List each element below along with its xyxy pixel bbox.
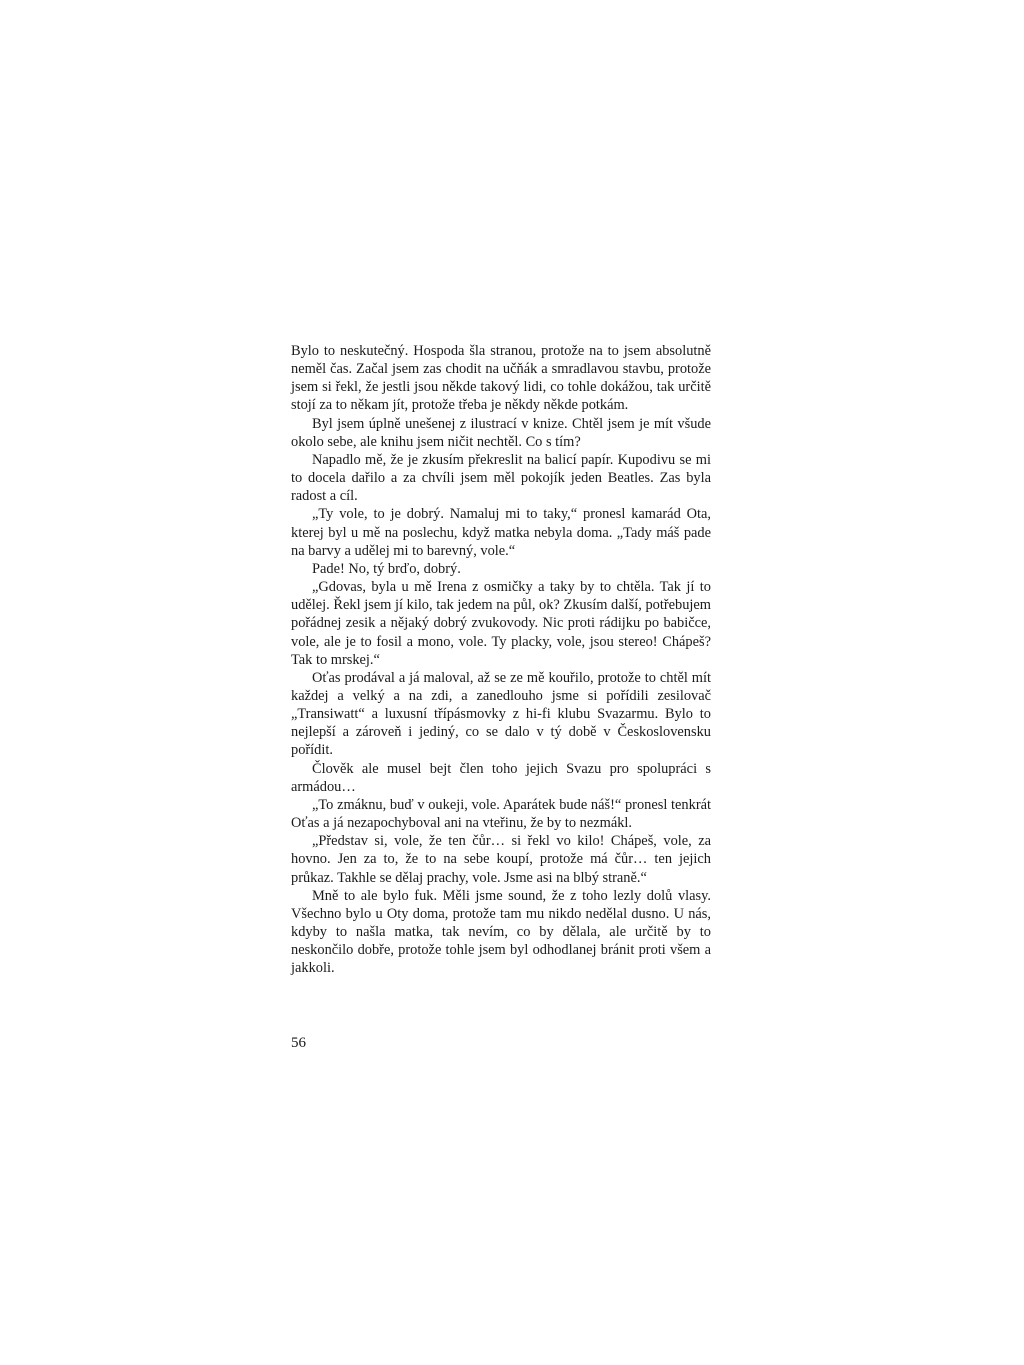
page-number: 56 (291, 1035, 306, 1051)
paragraph: Člověk ale musel bejt člen toho jejich Svazu pro spolupráci s armádou… (291, 760, 711, 795)
paragraph: Byl jsem úplně unešenej z ilustrací v knize. Chtěl jsem je mít všude okolo sebe, ale knihu jsem ničit nechtěl. Co s tím? (291, 415, 711, 450)
body-text (291, 342, 711, 977)
paragraph: „Představ si, vole, že ten čůr… si řekl vo kilo! Chápeš, vole, za hovno. Jen za to, že to na sebe koupí, protože má čůr… ten jejich průkaz. Takhle se dělaj prachy, vole. Jsme asi na blbý straně.“ (291, 833, 711, 886)
paragraph: Bylo to neskutečný. Hospoda šla stranou, protože na to jsem absolutně neměl čas. Začal jsem zas chodit na učňák a smradlavou stavbu, protože jsem si řekl, že jestli jsou někde takový lidi, co tohle dokážou, tak určitě stojí za to někam jít, protože třeba je někdy někde potkám. (291, 343, 711, 414)
paragraph: Pade! No, tý brďo, dobrý. (312, 560, 461, 577)
paragraph: Oťas prodával a já maloval, až se ze mě kouřilo, protože to chtěl mít každej a velký a na zdi, a zanedlouho jsme si pořídili zesilovač „Transiwatt“ a luxusní třípásmovky z hi-fi klubu Svazarmu. Bylo to nejlepší a zároveň i jediný, co se dalo v tý době v Československu pořídit. (291, 669, 711, 759)
paragraph: Mně to ale bylo fuk. Měli jsme sound, že z toho lezly dolů vlasy. Všechno bylo u Oty doma, protože tam mu nikdo nedělal dusno. U nás, kdyby to našla matka, tak nevím, co by dělala, ale určitě by to neskončilo dobře, protože tohle jsem byl odhodlanej bránit proti všem a jakkoli. (291, 887, 711, 977)
paragraph: „Ty vole, to je dobrý. Namaluj mi to taky,“ pronesl kamarád Ota, kterej byl u mě na poslechu, když matka nebyla doma. „Tady máš pade na barvy a udělej mi to barevný, vole.“ (291, 506, 711, 559)
paragraph: Napadlo mě, že je zkusím překreslit na balicí papír. Kupodivu se mi to docela dařilo a za chvíli jsem měl pokojík jeden Beatles. Zas byla radost a cíl. (291, 451, 711, 505)
paragraph: „To zmáknu, buď v oukeji, vole. Aparátek bude náš!“ pronesl tenkrát Oťas a já nezapochyboval ani na vteřinu, že by to nezmákl. (291, 796, 711, 832)
paragraph: „Gdovas, byla u mě Irena z osmičky a taky by to chtěla. Tak jí to udělej. Řekl jsem jí kilo, tak jedem na půl, ok? Zkusím další, potřebujem pořádnej zesik a nějaký dobrý zvukovody. Nic proti rádijku po babičce, vole, ale je to fosil a mono, vole. Ty placky, vole, jsou stereo! Chápeš? Tak to mrskej.“ (291, 579, 711, 668)
